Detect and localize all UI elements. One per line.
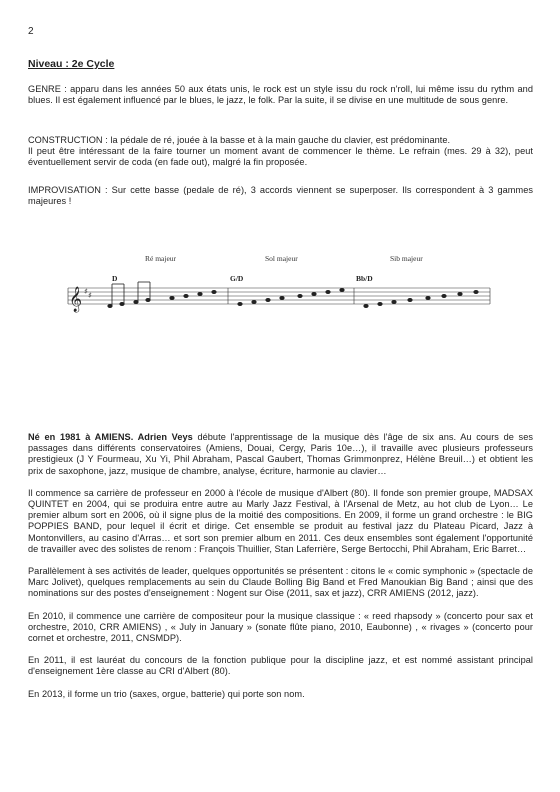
construction-line-2: Il peut être intéressant de la faire tourner un moment avant de commencer le thème. Le refrain (mes. 29 à 32), peut éventuellement servir de coda (en fade out), malgré la fin proposée. [28, 146, 533, 168]
bio-paragraph-1-text: débute l'apprentissage de la musique dès l'âge de six ans. Au cours de ses passages dans différents conservatoires (Amiens, Douai, Cergy, Paris 10e…), il travaille avec plusieurs professeurs prestigieux (J Y Fourmeau, Xu Yi, Phil Abraham, Pascal Gaubert, Thomas Grimmonprez, Hélène Breuil…) et obtient les prix de saxophone, jazz, musique de chambre, analyse, écriture, harmonie au clavier… [28, 432, 533, 476]
treble-clef-icon: 𝄞 [69, 287, 83, 312]
bio-paragraph-3: Parallèlement à ses activités de leader, quelques opportunités se présentent : citons le « comic symphonic » (spectacle de Marc Jolivet), quelques remplacements au sein du Claude Bolling Big Band et Fred Manoukian Big Band ; ainsi que des nominations sur des postes d'enseignement : Nogent sur Oise (2011, sax et jazz), CRR AMIENS (2012, jazz). [28, 566, 533, 599]
improvisation-text: IMPROVISATION : Sur cette basse (pedale de ré), 3 accords viennent se superposer. Ils correspondent à 3 gammes majeures ! [28, 185, 533, 207]
sharp-icon: ♯ [88, 291, 92, 300]
construction-line-1: CONSTRUCTION : la pédale de ré, jouée à la basse et à la main gauche du clavier, est prédominante. [28, 135, 451, 145]
bio-paragraph-5: En 2011, il est lauréat du concours de la fonction publique pour la discipline jazz, et est nommé assistant principal d'enseignement 1ère classe au CRI d'Albert (80). [28, 655, 533, 677]
scale-label-3: Sib majeur [390, 254, 423, 263]
construction-paragraph [28, 135, 533, 169]
genre-paragraph [28, 84, 533, 106]
level-heading: Niveau : 2e Cycle [28, 58, 115, 70]
staff-svg [60, 248, 500, 328]
page-number: 2 [28, 26, 34, 37]
scale-label-2: Sol majeur [265, 254, 298, 263]
improvisation-paragraph [28, 185, 533, 207]
bio-paragraph-6: En 2013, il forme un trio (saxes, orgue, batterie) qui porte son nom. [28, 688, 305, 699]
chord-symbol-2: G/D [230, 274, 244, 283]
genre-text: GENRE : apparu dans les années 50 aux états unis, le rock est un style issu du rock n'roll, lui même issu du rythm and blues. Il est également influencé par le blues, le jazz, le folk. Par la suite, il se divise en une multitude de sous genre. [28, 84, 533, 106]
bio-paragraph-1 [28, 432, 533, 477]
chord-symbol-1: D [112, 274, 118, 283]
scale-label-1: Ré majeur [145, 254, 177, 263]
bio-lead: Né en 1981 à AMIENS. Adrien Veys [28, 432, 193, 442]
bio-paragraph-2: Il commence sa carrière de professeur en 2000 à l'école de musique d'Albert (80). Il fonde son premier groupe, MADSAX QUINTET en 2004, qui se produira entre autre au Marly Jazz Festival, à l'Arsenal de Metz, au hot club de Lyon… Le premier album sort en 2006, où il signe plus de la moitié des compositions. En 2009, il forme un grand orchestre : le BIG POPPIES BAND, pour lequel il écrit et dirige. Cet ensemble se produit au festival jazz du Plateau Picard, Jazz à Montonvillers, au casino d'Arras… et sort son premier album en 2011. Ces deux ensembles sont également l'opportunité de travailler avec des solistes de renom : François Thuillier, Stan Laferrière, Serge Bertocchi, Phil Abraham, Eric Barret… [28, 487, 533, 554]
sharp-icon: ♯ [84, 287, 88, 296]
chord-symbol-3: Bb/D [356, 274, 373, 283]
bio-paragraph-4: En 2010, il commence une carrière de compositeur pour la musique classique : « reed rhapsody » (concerto pour sax et orchestre, 2010, CRR AMIENS) , « July in January » (sonate flûte piano, 2010, Eaubonne) , « rivages » (concerto pour cornet et orchestre, 2011, CNSMDP). [28, 610, 533, 644]
music-score [60, 248, 500, 328]
biography [28, 432, 533, 700]
